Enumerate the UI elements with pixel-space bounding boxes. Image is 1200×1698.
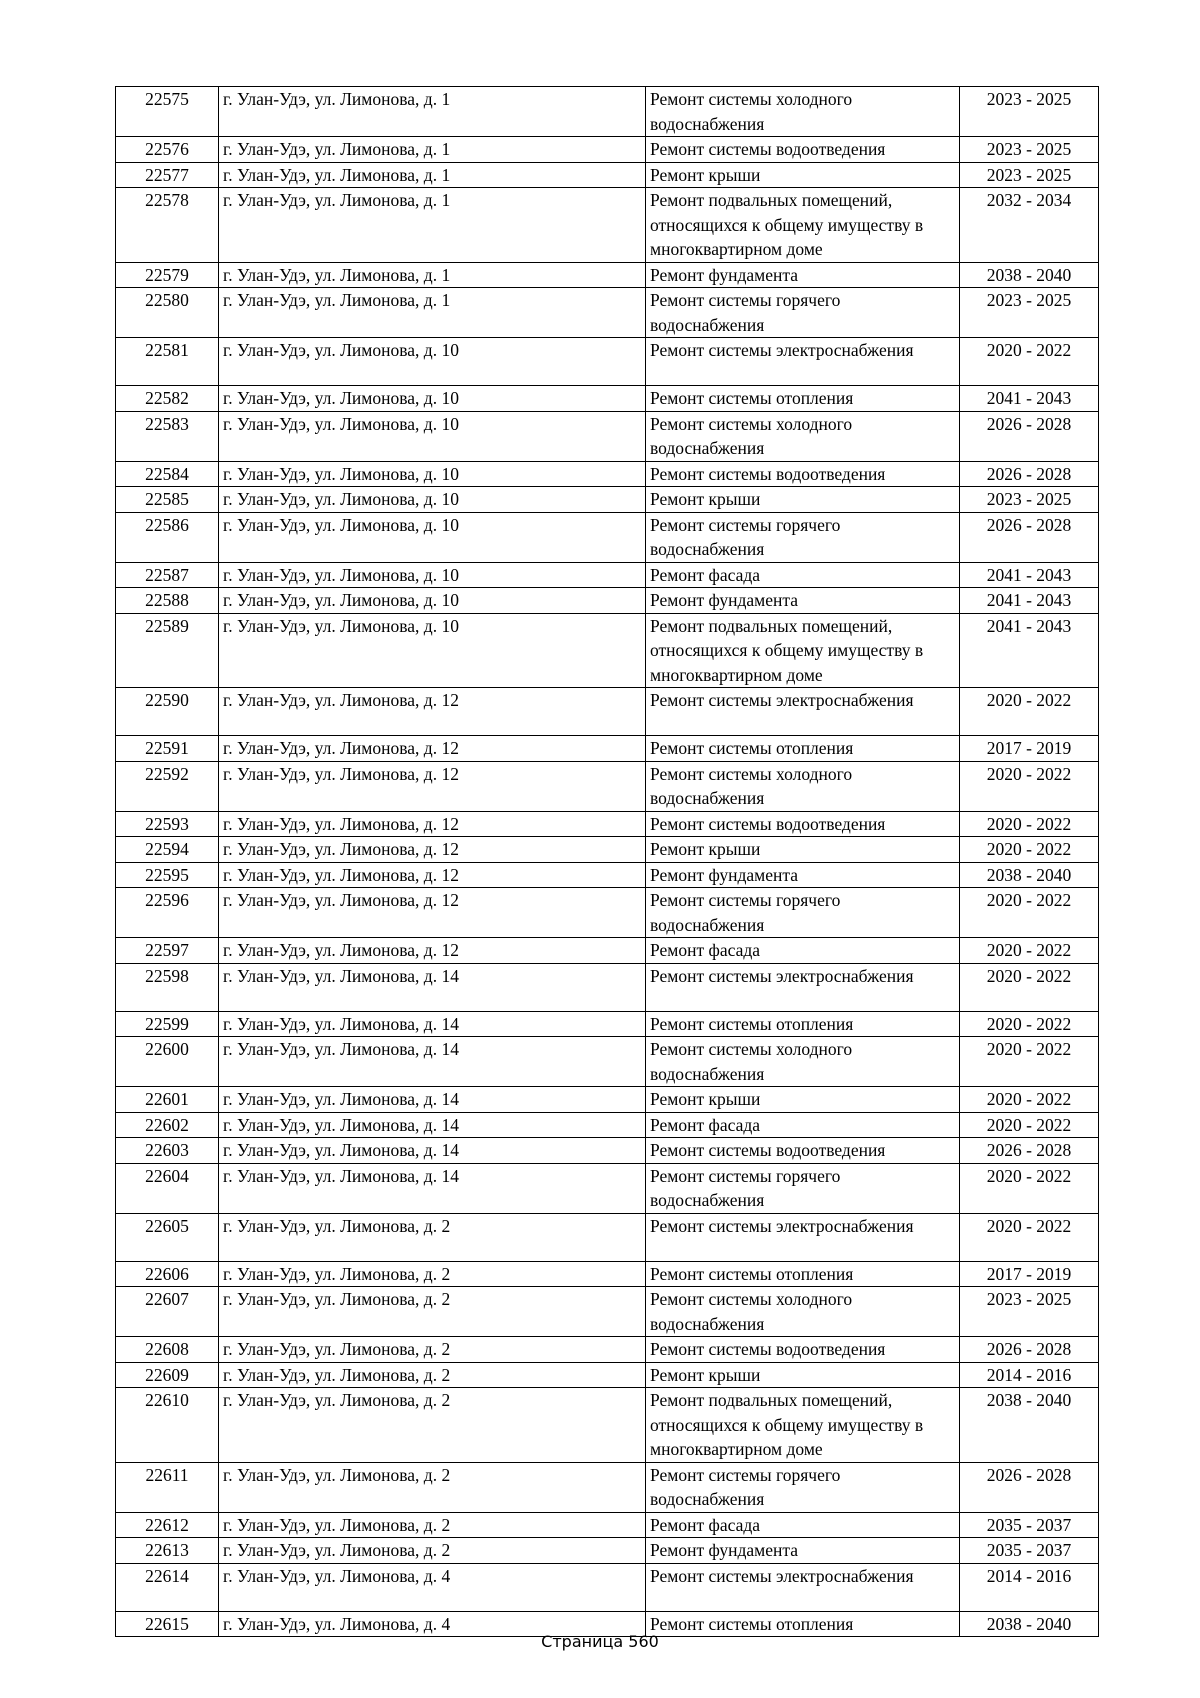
row-period: 2023 - 2025 xyxy=(960,1287,1099,1337)
row-address: г. Улан-Удэ, ул. Лимонова, д. 10 xyxy=(219,613,646,688)
row-number: 22588 xyxy=(116,588,219,614)
table-row xyxy=(116,761,1099,811)
row-work-type: Ремонт системы электроснабжения xyxy=(646,963,960,1011)
table-row xyxy=(116,963,1099,1011)
row-address: г. Улан-Удэ, ул. Лимонова, д. 14 xyxy=(219,1112,646,1138)
row-number: 22586 xyxy=(116,512,219,562)
row-period: 2020 - 2022 xyxy=(960,1213,1099,1261)
row-period: 2017 - 2019 xyxy=(960,1261,1099,1287)
row-address: г. Улан-Удэ, ул. Лимонова, д. 2 xyxy=(219,1287,646,1337)
table-row xyxy=(116,1388,1099,1463)
row-number: 22584 xyxy=(116,461,219,487)
row-period: 2023 - 2025 xyxy=(960,288,1099,338)
row-number: 22577 xyxy=(116,162,219,188)
table-row xyxy=(116,1538,1099,1564)
row-number: 22589 xyxy=(116,613,219,688)
row-address: г. Улан-Удэ, ул. Лимонова, д. 10 xyxy=(219,588,646,614)
table-row xyxy=(116,837,1099,863)
row-period: 2023 - 2025 xyxy=(960,162,1099,188)
row-address: г. Улан-Удэ, ул. Лимонова, д. 14 xyxy=(219,1011,646,1037)
row-number: 22592 xyxy=(116,761,219,811)
row-number: 22575 xyxy=(116,87,219,137)
row-number: 22585 xyxy=(116,487,219,513)
row-period: 2023 - 2025 xyxy=(960,487,1099,513)
row-address: г. Улан-Удэ, ул. Лимонова, д. 2 xyxy=(219,1337,646,1363)
table-row xyxy=(116,137,1099,163)
row-period: 2020 - 2022 xyxy=(960,837,1099,863)
table-row xyxy=(116,1337,1099,1363)
row-period: 2038 - 2040 xyxy=(960,1611,1099,1637)
row-period: 2020 - 2022 xyxy=(960,1087,1099,1113)
table-row xyxy=(116,736,1099,762)
row-work-type: Ремонт системы горячего водоснабжения xyxy=(646,888,960,938)
table-row xyxy=(116,1261,1099,1287)
row-work-type: Ремонт подвальных помещений, относящихся к общему имуществу в многоквартирном доме xyxy=(646,613,960,688)
row-work-type: Ремонт системы горячего водоснабжения xyxy=(646,512,960,562)
row-period: 2026 - 2028 xyxy=(960,461,1099,487)
row-address: г. Улан-Удэ, ул. Лимонова, д. 2 xyxy=(219,1261,646,1287)
row-period: 2020 - 2022 xyxy=(960,338,1099,386)
row-number: 22581 xyxy=(116,338,219,386)
row-number: 22594 xyxy=(116,837,219,863)
row-period: 2035 - 2037 xyxy=(960,1512,1099,1538)
row-period: 2020 - 2022 xyxy=(960,1163,1099,1213)
row-number: 22579 xyxy=(116,262,219,288)
row-work-type: Ремонт фундамента xyxy=(646,1538,960,1564)
row-number: 22590 xyxy=(116,688,219,736)
table-row xyxy=(116,1512,1099,1538)
row-address: г. Улан-Удэ, ул. Лимонова, д. 2 xyxy=(219,1362,646,1388)
row-work-type: Ремонт крыши xyxy=(646,162,960,188)
row-period: 2026 - 2028 xyxy=(960,1462,1099,1512)
row-work-type: Ремонт системы горячего водоснабжения xyxy=(646,288,960,338)
row-work-type: Ремонт системы электроснабжения xyxy=(646,1213,960,1261)
row-number: 22596 xyxy=(116,888,219,938)
row-period: 2020 - 2022 xyxy=(960,1037,1099,1087)
row-work-type: Ремонт фасада xyxy=(646,562,960,588)
table-row xyxy=(116,288,1099,338)
row-work-type: Ремонт системы отопления xyxy=(646,1611,960,1637)
row-address: г. Улан-Удэ, ул. Лимонова, д. 14 xyxy=(219,1163,646,1213)
table-row xyxy=(116,1112,1099,1138)
table-row xyxy=(116,487,1099,513)
row-period: 2026 - 2028 xyxy=(960,1337,1099,1363)
row-number: 22591 xyxy=(116,736,219,762)
row-work-type: Ремонт системы горячего водоснабжения xyxy=(646,1462,960,1512)
row-number: 22612 xyxy=(116,1512,219,1538)
row-address: г. Улан-Удэ, ул. Лимонова, д. 12 xyxy=(219,736,646,762)
row-number: 22597 xyxy=(116,938,219,964)
row-address: г. Улан-Удэ, ул. Лимонова, д. 12 xyxy=(219,862,646,888)
row-number: 22614 xyxy=(116,1563,219,1611)
page-number: Страница 560 xyxy=(541,1632,659,1651)
row-number: 22606 xyxy=(116,1261,219,1287)
row-period: 2023 - 2025 xyxy=(960,87,1099,137)
row-period: 2020 - 2022 xyxy=(960,761,1099,811)
row-address: г. Улан-Удэ, ул. Лимонова, д. 2 xyxy=(219,1462,646,1512)
row-work-type: Ремонт подвальных помещений, относящихся к общему имуществу в многоквартирном доме xyxy=(646,1388,960,1463)
row-address: г. Улан-Удэ, ул. Лимонова, д. 14 xyxy=(219,1138,646,1164)
row-number: 22615 xyxy=(116,1611,219,1637)
table-row xyxy=(116,1011,1099,1037)
row-number: 22608 xyxy=(116,1337,219,1363)
row-period: 2041 - 2043 xyxy=(960,386,1099,412)
table-row xyxy=(116,411,1099,461)
row-period: 2026 - 2028 xyxy=(960,411,1099,461)
row-number: 22582 xyxy=(116,386,219,412)
row-number: 22613 xyxy=(116,1538,219,1564)
row-period: 2020 - 2022 xyxy=(960,1011,1099,1037)
row-address: г. Улан-Удэ, ул. Лимонова, д. 1 xyxy=(219,87,646,137)
row-number: 22601 xyxy=(116,1087,219,1113)
row-number: 22599 xyxy=(116,1011,219,1037)
row-period: 2020 - 2022 xyxy=(960,938,1099,964)
table-row xyxy=(116,512,1099,562)
row-period: 2020 - 2022 xyxy=(960,963,1099,1011)
row-work-type: Ремонт крыши xyxy=(646,837,960,863)
row-work-type: Ремонт фундамента xyxy=(646,862,960,888)
row-work-type: Ремонт системы холодного водоснабжения xyxy=(646,761,960,811)
row-work-type: Ремонт системы электроснабжения xyxy=(646,688,960,736)
row-work-type: Ремонт системы электроснабжения xyxy=(646,338,960,386)
row-number: 22595 xyxy=(116,862,219,888)
table-row xyxy=(116,1037,1099,1087)
table-row xyxy=(116,87,1099,137)
row-period: 2038 - 2040 xyxy=(960,262,1099,288)
row-address: г. Улан-Удэ, ул. Лимонова, д. 2 xyxy=(219,1538,646,1564)
row-period: 2041 - 2043 xyxy=(960,588,1099,614)
row-work-type: Ремонт крыши xyxy=(646,1362,960,1388)
row-work-type: Ремонт фасада xyxy=(646,938,960,964)
row-number: 22609 xyxy=(116,1362,219,1388)
row-period: 2032 - 2034 xyxy=(960,188,1099,263)
row-period: 2014 - 2016 xyxy=(960,1563,1099,1611)
row-number: 22580 xyxy=(116,288,219,338)
row-number: 22587 xyxy=(116,562,219,588)
row-work-type: Ремонт системы холодного водоснабжения xyxy=(646,1037,960,1087)
table-row xyxy=(116,1287,1099,1337)
row-address: г. Улан-Удэ, ул. Лимонова, д. 10 xyxy=(219,411,646,461)
row-work-type: Ремонт системы холодного водоснабжения xyxy=(646,87,960,137)
table-row xyxy=(116,1087,1099,1113)
row-work-type: Ремонт системы водоотведения xyxy=(646,137,960,163)
row-number: 22605 xyxy=(116,1213,219,1261)
row-number: 22611 xyxy=(116,1462,219,1512)
row-period: 2038 - 2040 xyxy=(960,862,1099,888)
row-period: 2041 - 2043 xyxy=(960,613,1099,688)
row-address: г. Улан-Удэ, ул. Лимонова, д. 10 xyxy=(219,338,646,386)
row-address: г. Улан-Удэ, ул. Лимонова, д. 2 xyxy=(219,1388,646,1463)
row-period: 2020 - 2022 xyxy=(960,811,1099,837)
row-number: 22604 xyxy=(116,1163,219,1213)
table-row xyxy=(116,1462,1099,1512)
row-period: 2020 - 2022 xyxy=(960,888,1099,938)
row-work-type: Ремонт подвальных помещений, относящихся к общему имуществу в многоквартирном доме xyxy=(646,188,960,263)
table-row xyxy=(116,1163,1099,1213)
table-row xyxy=(116,613,1099,688)
table-row xyxy=(116,461,1099,487)
row-address: г. Улан-Удэ, ул. Лимонова, д. 1 xyxy=(219,162,646,188)
row-work-type: Ремонт системы отопления xyxy=(646,736,960,762)
row-address: г. Улан-Удэ, ул. Лимонова, д. 14 xyxy=(219,1037,646,1087)
row-work-type: Ремонт фундамента xyxy=(646,588,960,614)
row-period: 2020 - 2022 xyxy=(960,688,1099,736)
row-number: 22578 xyxy=(116,188,219,263)
row-work-type: Ремонт системы водоотведения xyxy=(646,811,960,837)
row-address: г. Улан-Удэ, ул. Лимонова, д. 10 xyxy=(219,487,646,513)
row-number: 22583 xyxy=(116,411,219,461)
row-number: 22598 xyxy=(116,963,219,1011)
row-address: г. Улан-Удэ, ул. Лимонова, д. 1 xyxy=(219,188,646,263)
row-address: г. Улан-Удэ, ул. Лимонова, д. 12 xyxy=(219,888,646,938)
row-work-type: Ремонт системы холодного водоснабжения xyxy=(646,1287,960,1337)
row-period: 2020 - 2022 xyxy=(960,1112,1099,1138)
table-row xyxy=(116,938,1099,964)
table-row xyxy=(116,1362,1099,1388)
table-row xyxy=(116,588,1099,614)
row-work-type: Ремонт системы водоотведения xyxy=(646,1337,960,1363)
row-address: г. Улан-Удэ, ул. Лимонова, д. 12 xyxy=(219,688,646,736)
row-period: 2017 - 2019 xyxy=(960,736,1099,762)
row-address: г. Улан-Удэ, ул. Лимонова, д. 10 xyxy=(219,386,646,412)
table-row xyxy=(116,1213,1099,1261)
table-row xyxy=(116,888,1099,938)
row-address: г. Улан-Удэ, ул. Лимонова, д. 12 xyxy=(219,761,646,811)
row-work-type: Ремонт крыши xyxy=(646,1087,960,1113)
row-period: 2038 - 2040 xyxy=(960,1388,1099,1463)
table-row xyxy=(116,386,1099,412)
row-number: 22603 xyxy=(116,1138,219,1164)
row-period: 2035 - 2037 xyxy=(960,1538,1099,1564)
row-address: г. Улан-Удэ, ул. Лимонова, д. 12 xyxy=(219,811,646,837)
row-period: 2026 - 2028 xyxy=(960,512,1099,562)
row-address: г. Улан-Удэ, ул. Лимонова, д. 1 xyxy=(219,288,646,338)
row-work-type: Ремонт системы водоотведения xyxy=(646,461,960,487)
row-work-type: Ремонт фасада xyxy=(646,1112,960,1138)
row-work-type: Ремонт системы отопления xyxy=(646,1261,960,1287)
row-address: г. Улан-Удэ, ул. Лимонова, д. 12 xyxy=(219,938,646,964)
row-address: г. Улан-Удэ, ул. Лимонова, д. 1 xyxy=(219,137,646,163)
row-work-type: Ремонт фундамента xyxy=(646,262,960,288)
row-address: г. Улан-Удэ, ул. Лимонова, д. 2 xyxy=(219,1512,646,1538)
table-row xyxy=(116,811,1099,837)
row-address: г. Улан-Удэ, ул. Лимонова, д. 12 xyxy=(219,837,646,863)
row-number: 22600 xyxy=(116,1037,219,1087)
row-work-type: Ремонт системы электроснабжения xyxy=(646,1563,960,1611)
row-address: г. Улан-Удэ, ул. Лимонова, д. 1 xyxy=(219,262,646,288)
row-work-type: Ремонт системы водоотведения xyxy=(646,1138,960,1164)
row-address: г. Улан-Удэ, ул. Лимонова, д. 2 xyxy=(219,1213,646,1261)
row-number: 22607 xyxy=(116,1287,219,1337)
row-period: 2026 - 2028 xyxy=(960,1138,1099,1164)
row-period: 2014 - 2016 xyxy=(960,1362,1099,1388)
table-row xyxy=(116,562,1099,588)
row-address: г. Улан-Удэ, ул. Лимонова, д. 14 xyxy=(219,1087,646,1113)
row-work-type: Ремонт системы отопления xyxy=(646,1011,960,1037)
row-number: 22602 xyxy=(116,1112,219,1138)
row-work-type: Ремонт системы горячего водоснабжения xyxy=(646,1163,960,1213)
row-address: г. Улан-Удэ, ул. Лимонова, д. 10 xyxy=(219,461,646,487)
row-address: г. Улан-Удэ, ул. Лимонова, д. 10 xyxy=(219,512,646,562)
table-row xyxy=(116,338,1099,386)
table-row xyxy=(116,1563,1099,1611)
row-address: г. Улан-Удэ, ул. Лимонова, д. 4 xyxy=(219,1563,646,1611)
row-address: г. Улан-Удэ, ул. Лимонова, д. 4 xyxy=(219,1611,646,1637)
row-number: 22593 xyxy=(116,811,219,837)
row-work-type: Ремонт системы отопления xyxy=(646,386,960,412)
table-row xyxy=(116,162,1099,188)
row-number: 22576 xyxy=(116,137,219,163)
row-period: 2041 - 2043 xyxy=(960,562,1099,588)
row-period: 2023 - 2025 xyxy=(960,137,1099,163)
table-row xyxy=(116,1138,1099,1164)
table-row xyxy=(116,862,1099,888)
row-address: г. Улан-Удэ, ул. Лимонова, д. 14 xyxy=(219,963,646,1011)
works-table-body xyxy=(116,87,1099,1637)
row-work-type: Ремонт фасада xyxy=(646,1512,960,1538)
table-row xyxy=(116,262,1099,288)
row-number: 22610 xyxy=(116,1388,219,1463)
row-address: г. Улан-Удэ, ул. Лимонова, д. 10 xyxy=(219,562,646,588)
row-work-type: Ремонт системы холодного водоснабжения xyxy=(646,411,960,461)
row-work-type: Ремонт крыши xyxy=(646,487,960,513)
table-row xyxy=(116,688,1099,736)
table-row xyxy=(116,188,1099,263)
works-table xyxy=(115,86,1099,1637)
